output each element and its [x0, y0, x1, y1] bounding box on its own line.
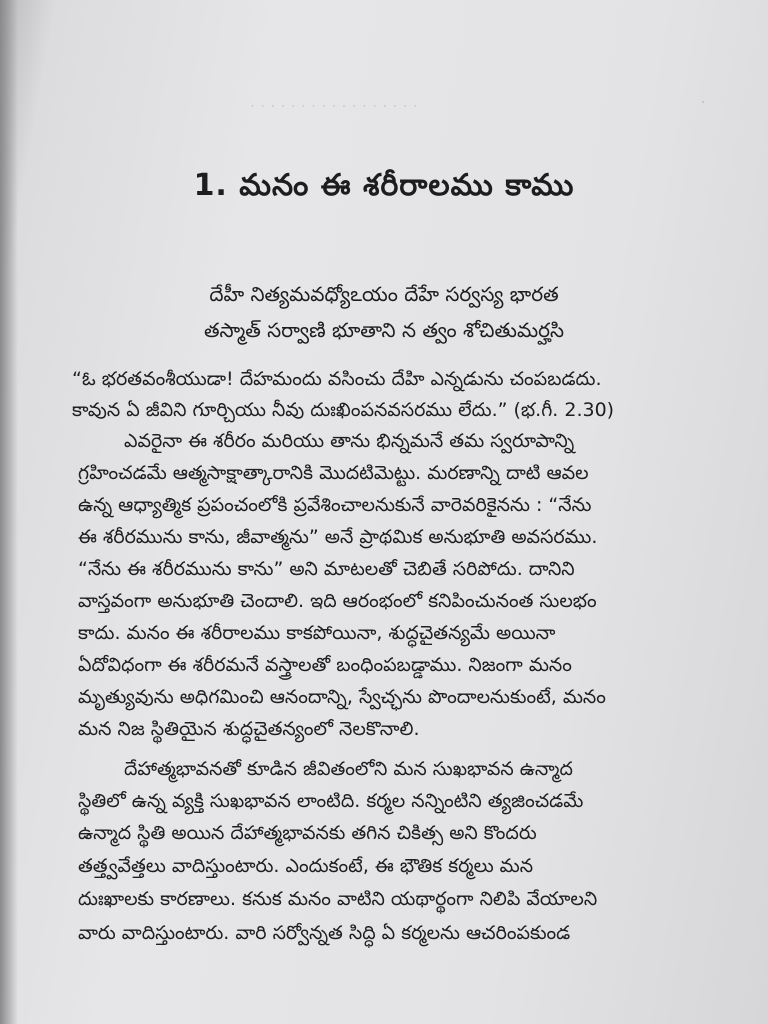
- body-line-8: వాస్తవంగా అనుభూతి చెందాలి. ఇది ఆరంభంలో కనిపించునంత సులభం: [78, 590, 597, 612]
- chapter-title: 1. మనం ఈ శరీరాలము కాము: [193, 168, 575, 203]
- body-line-18: వారు వాదిస్తుంటారు. వారి సర్వోన్నత సిద్ధి ఏ కర్మలను ఆచరింపకుండ: [78, 922, 571, 944]
- body-line-17: దుఃఖాలకు కారణాలు. కనుక మనం వాటిని యథార్థంగా నిలిపి వేయాలని: [78, 888, 598, 910]
- verse-line-1: దేహీ నిత్యమవధ్యోఽయం దేహే సర్వస్య భారత: [209, 282, 559, 306]
- body-line-14: స్థితిలో ఉన్న వ్యక్తి సుఖభావన లాంటిది. కర్మల నన్నింటిని త్యజించడమే: [78, 790, 584, 812]
- bleed-through-running-head: . . . . . . . . . . . . . . . . .: [250, 92, 418, 111]
- body-line-7: “నేను ఈ శరీరమును కాను” అని మాటలతో చెబితే సరిపోదు. దానిని: [78, 558, 575, 580]
- body-line-4: గ్రహించడమే ఆత్మసాక్షాత్కారానికి మొదటిమెట్టు. మరణాన్ని దాటి ఆవల: [78, 462, 589, 484]
- body-line-2: కావున ఏ జీవిని గూర్చియు నీవు దుఃఖింపనవసరము లేదు.” (భ.గీ. 2.30): [72, 399, 615, 421]
- body-line-10: ఏదోవిధంగా ఈ శరీరమనే వస్త్రాలతో బంధింపబడ్డాము. నిజంగా మనం: [78, 654, 572, 676]
- body-line-13: దేహాత్మభావనతో కూడిన జీవితంలోని మన సుఖభావన ఉన్మాద: [124, 758, 573, 780]
- body-line-12: మన నిజ స్థితియైన శుద్ధచైతన్యంలో నెలకొనాలి.: [78, 718, 420, 740]
- body-line-9: కాదు. మనం ఈ శరీరాలము కాకపోయినా, శుద్ధచైతన్యమే అయినా: [78, 622, 556, 644]
- body-line-5: ఉన్న ఆధ్యాత్మిక ప్రపంచంలోకి ప్రవేశించాలనుకునే వారెవరికైనను : “నేను: [78, 494, 592, 516]
- body-line-15: ఉన్మాద స్థితి అయిన దేహాత్మభావనకు తగిన చికిత్స అని కొందరు: [78, 822, 537, 844]
- body-line-3: ఎవరైనా ఈ శరీరం మరియు తాను భిన్నమనే తమ స్వరూపాన్ని: [124, 430, 575, 452]
- body-line-16: తత్త్వవేత్తలు వాదిస్తుంటారు. ఎందుకంటే, ఈ భౌతిక కర్మలు మన: [78, 855, 534, 877]
- body-line-6: ఈ శరీరమును కాను, జీవాత్మను” అనే ప్రాథమిక అనుభూతి అవసరము.: [78, 526, 598, 548]
- body-line-1: “ఓ భరతవంశీయుడా! దేహమందు వసించు దేహి ఎన్నడును చంపబడదు.: [72, 368, 602, 390]
- bleed-through-page-number: ·: [700, 92, 706, 113]
- page-gutter-shadow: [0, 0, 18, 1024]
- verse-line-2: తస్మాత్ సర్వాణి భూతాని న త్వం శోచితుమర్హసి: [203, 318, 565, 342]
- body-line-11: మృత్యువును అధిగమించి ఆనందాన్ని, స్వేచ్ఛను పొందాలనుకుంటే, మనం: [78, 686, 606, 708]
